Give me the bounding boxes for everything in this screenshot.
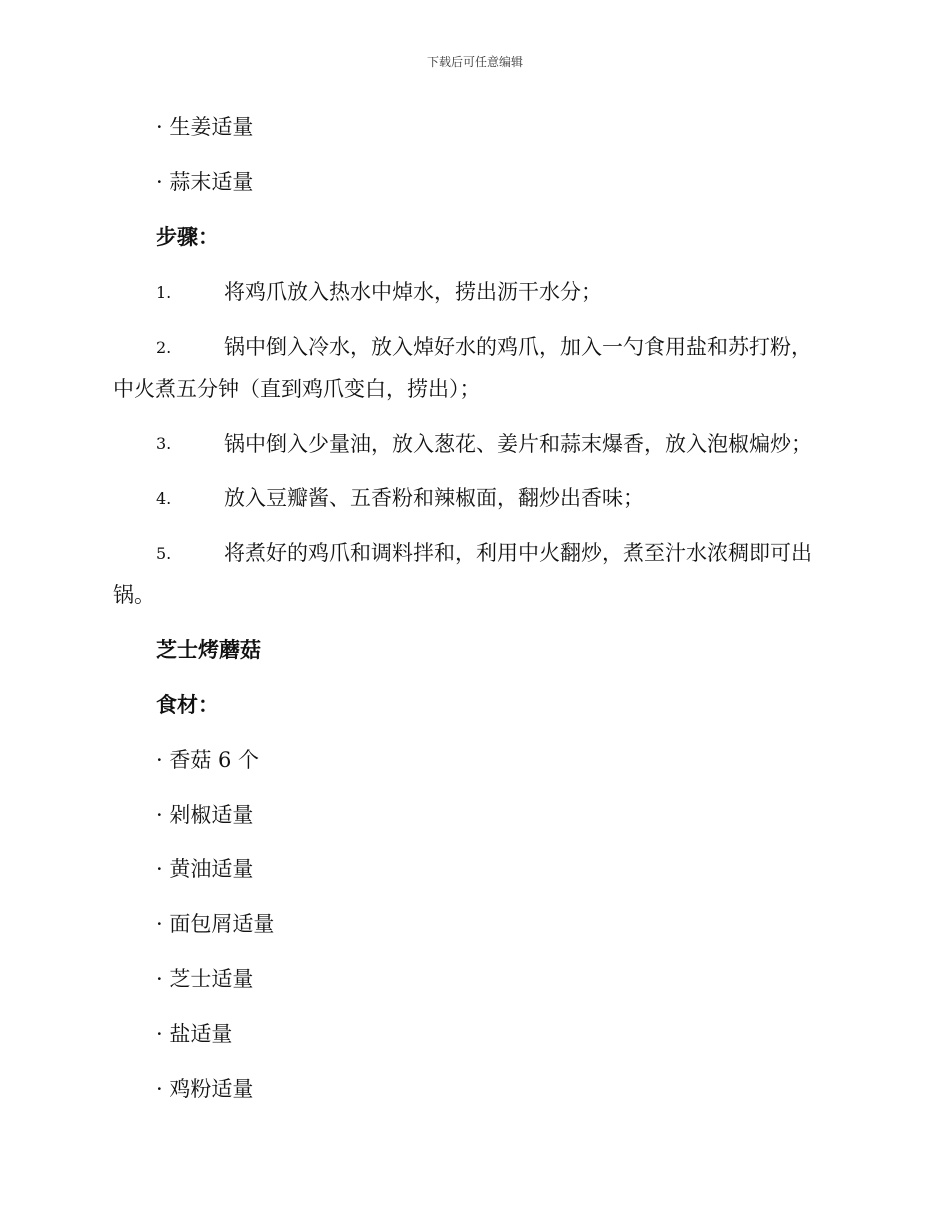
ingredient-item: · 鸡粉适量	[156, 1077, 254, 1101]
step-text: 放入豆瓣酱、五香粉和辣椒面，翻炒出香味；	[224, 486, 644, 510]
ingredient-item: · 蒜末适量	[156, 170, 254, 194]
step-number: 5.	[156, 544, 172, 563]
step-text: 将鸡爪放入热水中焯水，捞出沥干水分；	[224, 280, 602, 304]
step-number: 4.	[156, 489, 172, 508]
ingredient-item: · 盐适量	[156, 1022, 233, 1046]
ingredient-item: · 黄油适量	[156, 857, 254, 881]
step-text: 将煮好的鸡爪和调料拌和，利用中火翻炒，煮至汁水浓稠即可出	[224, 541, 812, 565]
step-text: 锅中倒入少量油，放入葱花、姜片和蒜末爆香，放入泡椒煸炒；	[224, 432, 812, 456]
ingredient-item: · 生姜适量	[156, 115, 254, 139]
page-header: 下载后可任意编辑	[426, 55, 523, 69]
ingredients-heading: 食材：	[156, 693, 219, 717]
ingredient-item: · 面包屑适量	[156, 912, 275, 936]
step-number: 1.	[156, 283, 172, 302]
step-text: 锅中倒入冷水，放入焯好水的鸡爪，加入一勺食用盐和苏打粉，	[224, 335, 812, 359]
step-text-continued: 锅。	[113, 583, 155, 607]
steps-heading: 步骤：	[156, 225, 219, 249]
ingredient-item: · 香菇 6 个	[156, 748, 260, 772]
ingredient-item: · 芝士适量	[156, 967, 254, 991]
ingredient-item: · 剁椒适量	[156, 803, 254, 827]
step-text-continued: 中火煮五分钟（直到鸡爪变白，捞出）；	[113, 377, 481, 401]
step-number: 2.	[156, 338, 172, 357]
recipe-title: 芝士烤蘑菇	[156, 638, 261, 662]
step-number: 3.	[156, 434, 172, 453]
